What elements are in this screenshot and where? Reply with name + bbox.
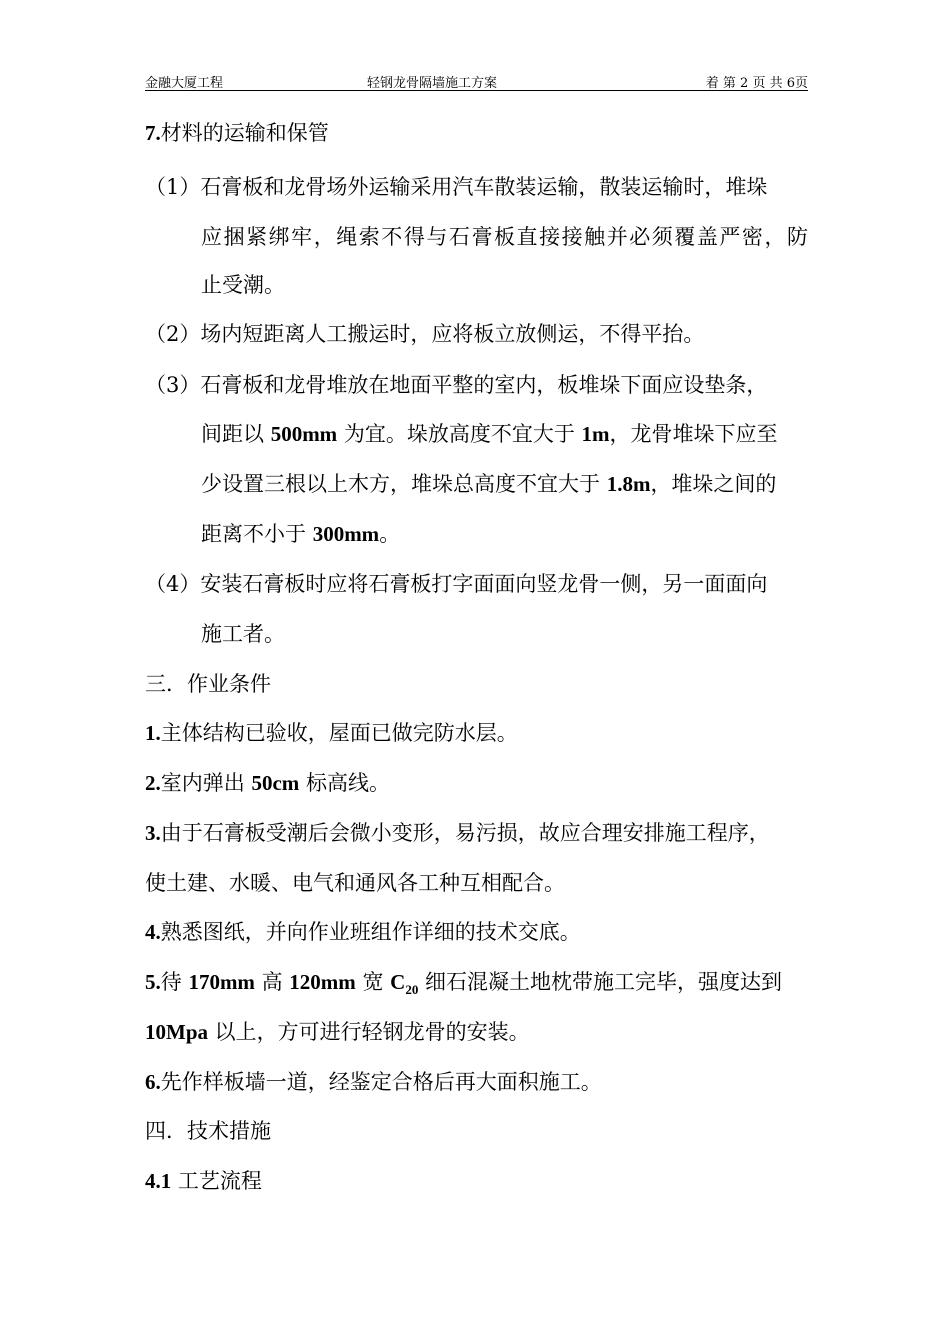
section-4-heading: 四．技术措施: [145, 1119, 271, 1143]
item-3-line-3: 少设置三根以上木方，堆垛总高度不宜大于 1.8m，堆垛之间的: [201, 472, 777, 496]
condition-3-line-1: 3.由于石膏板受潮后会微小变形，易污损，故应合理安排施工程序，: [145, 821, 770, 845]
item-2-line-1: （2）场内短距离人工搬运时，应将板立放侧运，不得平抬。: [145, 322, 705, 346]
item-1-line-1: （1）石膏板和龙骨场外运输采用汽车散装运输，散装运输时，堆垛: [145, 175, 768, 199]
condition-2: 2.室内弹出 50cm 标高线。: [145, 771, 390, 795]
item-1-line-2: 应捆紧绑牢，绳索不得与石膏板直接接触并必须覆盖严密，防: [201, 225, 808, 249]
condition-1: 1.主体结构已验收，屋面已做完防水层。: [145, 721, 518, 745]
header-document-title: 轻钢龙骨隔墙施工方案: [367, 76, 498, 91]
header-project-name: 金融大厦工程: [145, 76, 224, 91]
section-3-heading: 三．作业条件: [145, 672, 271, 696]
section-7-title: 材料的运输和保管: [160, 121, 329, 145]
condition-3-line-2: 使土建、水暖、电气和通风各工种互相配合。: [145, 871, 565, 895]
item-4-line-2: 施工者。: [201, 622, 285, 646]
section-7-number: 7.: [145, 121, 161, 145]
item-3-mark: （3）: [145, 373, 201, 397]
condition-5-line-2: 10Mpa 以上，方可进行轻钢龙骨的安装。: [145, 1020, 530, 1044]
page-header: [145, 66, 808, 91]
condition-5-line-1: 5.待 170mm 高 120mm 宽 $C_{20}$ 细石混凝土地枕带施工完毕，强度达到: [145, 970, 783, 998]
condition-4: 4.熟悉图纸，并向作业班组作详细的技术交底。: [145, 920, 581, 944]
header-page-number: 着 第 2 页 共 6页: [705, 76, 808, 91]
item-2-mark: （2）: [145, 322, 201, 346]
section-7-heading: [145, 119, 329, 147]
item-3-line-4: 距离不小于 300mm。: [201, 522, 401, 546]
item-4-mark: （4）: [145, 572, 201, 596]
item-3-line-2: 间距以 500mm 为宜。垛放高度不宜大于 1m，龙骨堆垛下应至: [201, 422, 778, 446]
item-1-line-3: 止受潮。: [201, 273, 285, 297]
item-3-line-1: （3）石膏板和龙骨堆放在地面平整的室内，板堆垛下面应设垫条，: [145, 373, 768, 397]
condition-6: 6.先作样板墙一道，经鉴定合格后再大面积施工。: [145, 1070, 602, 1094]
item-4-line-1: （4）安装石膏板时应将石膏板打字面面向竖龙骨一侧，另一面面向: [145, 572, 768, 596]
subsection-4-1-heading: 4.1 工艺流程: [145, 1169, 262, 1193]
item-1-mark: （1）: [145, 175, 201, 199]
